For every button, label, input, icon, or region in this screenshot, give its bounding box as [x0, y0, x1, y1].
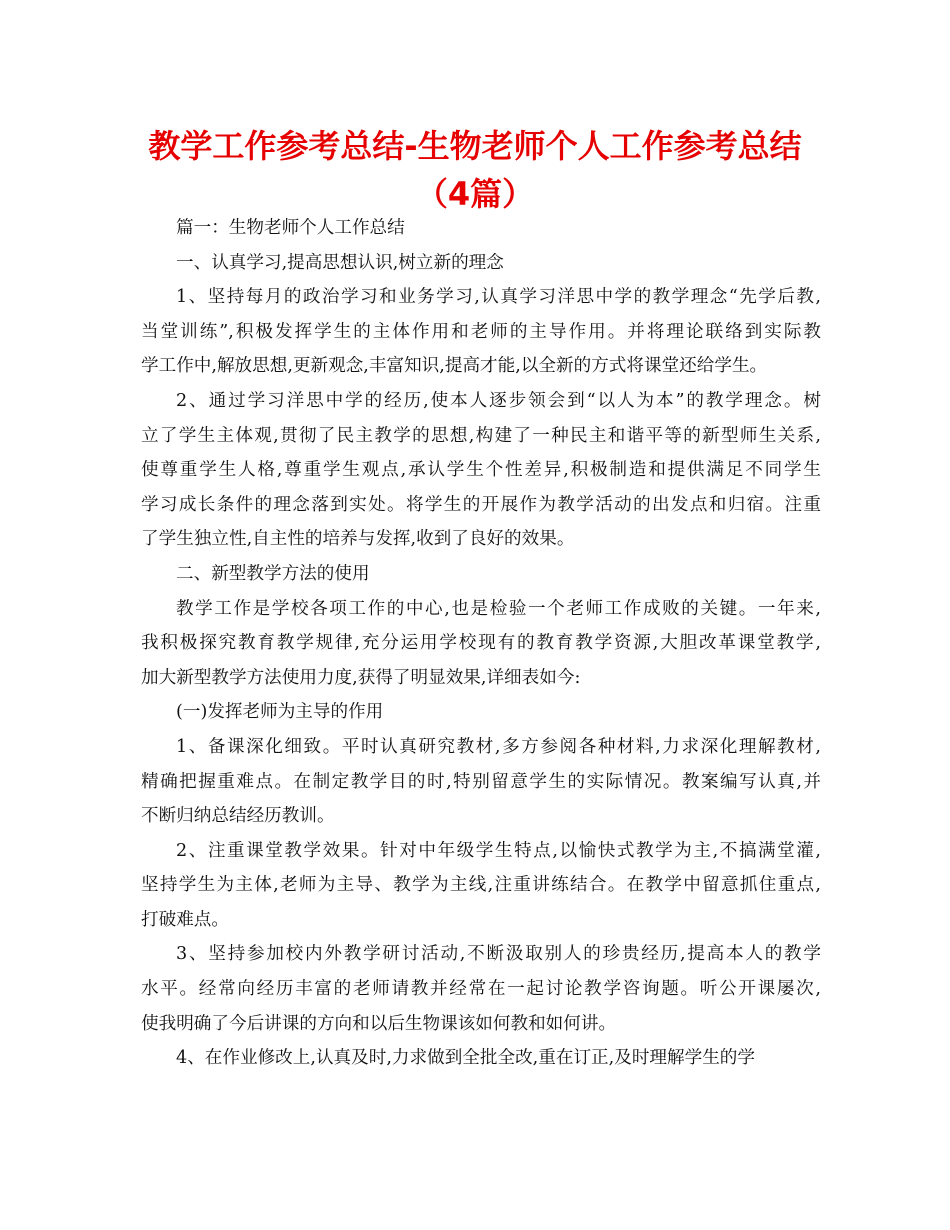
- paragraph: [141, 730, 821, 834]
- text-line: (一)发挥老师为主导的作用: [176, 702, 384, 723]
- text-line: 篇一：生物老师个人工作总结: [176, 218, 405, 238]
- text-line: 3、坚持参加校内外教学研讨活动,不断汲取别人的珍贵经历,提高本人的教学: [176, 944, 821, 965]
- paragraph: [141, 834, 821, 938]
- text-line: 使我明确了今后讲课的方向和以后生物课该如何教和如何讲。: [141, 1013, 617, 1034]
- text-line: 2、通过学习洋思中学的经历,使本人逐步领会到“以人为本”的教学理念。树: [176, 390, 821, 411]
- document-title: 教学工作参考总结-生物老师个人工作参考总结: [148, 127, 802, 165]
- document-title-count: （4篇）: [415, 175, 535, 213]
- text-line: 当堂训练”,积极发挥学生的主体作用和老师的主导作用。并将理论联络到实际教: [141, 321, 821, 342]
- text-line: 使尊重学生人格,尊重学生观点,承认学生个性差异,积极制造和提供满足不同学生: [141, 460, 821, 481]
- paragraph: [141, 246, 821, 281]
- paragraph: [141, 280, 821, 384]
- text-line: 了学生独立性,自主性的培养与发挥,收到了良好的效果。: [141, 529, 575, 550]
- text-line: 立了学生主体观,贯彻了民主教学的思想,构建了一种民主和谐平等的新型师生关系,: [141, 425, 821, 446]
- paragraph: [141, 1041, 821, 1076]
- text-line: 打破难点。: [141, 909, 229, 930]
- text-line: 学工作中,解放思想,更新观念,丰富知识,提高才能,以全新的方式将课堂还给学生。: [141, 356, 768, 377]
- text-line: 精确把握重难点。在制定教学目的时,特别留意学生的实际情况。教案编写认真,并: [141, 771, 821, 792]
- text-line: 不断归纳总结经历教训。: [141, 806, 335, 827]
- paragraph: [141, 695, 821, 730]
- text-line: 1、坚持每月的政治学习和业务学习,认真学习洋思中学的教学理念“先学后教,: [176, 287, 821, 308]
- text-line: 4、在作业修改上,认真及时,力求做到全批全改,重在订正,及时理解学生的学: [176, 1048, 755, 1069]
- text-line: 2、注重课堂教学效果。针对中年级学生特点,以愉快式教学为主,不搞满堂灌,: [176, 840, 821, 861]
- paragraph: [141, 937, 821, 1041]
- paragraph: [141, 211, 821, 246]
- text-line: 水平。经常向经历丰富的老师请教并经常在一起讨论教学咨询题。听公开课屡次,: [141, 979, 821, 1000]
- text-line: 一、认真学习,提高思想认识,树立新的理念: [176, 252, 504, 273]
- text-line: 1、备课深化细致。平时认真研究教材,多方参阅各种材料,力求深化理解教材,: [176, 736, 821, 757]
- paragraph: [141, 384, 821, 557]
- text-line: 加大新型教学方法使用力度,获得了明显效果,详细表如今:: [141, 667, 581, 688]
- paragraph: [141, 592, 821, 696]
- document-body: [141, 211, 821, 1076]
- text-line: 二、新型教学方法的使用: [176, 563, 370, 584]
- text-line: 坚持学生为主体,老师为主导、教学为主线,注重讲练结合。在教学中留意抓住重点,: [141, 875, 821, 896]
- paragraph: [141, 557, 821, 592]
- text-line: 学习成长条件的理念落到实处。将学生的开展作为教学活动的出发点和归宿。注重: [141, 494, 821, 515]
- text-line: 教学工作是学校各项工作的中心,也是检验一个老师工作成败的关键。一年来,: [176, 598, 821, 619]
- text-line: 我积极探究教育教学规律,充分运用学校现有的教育教学资源,大胆改革课堂教学,: [141, 633, 821, 654]
